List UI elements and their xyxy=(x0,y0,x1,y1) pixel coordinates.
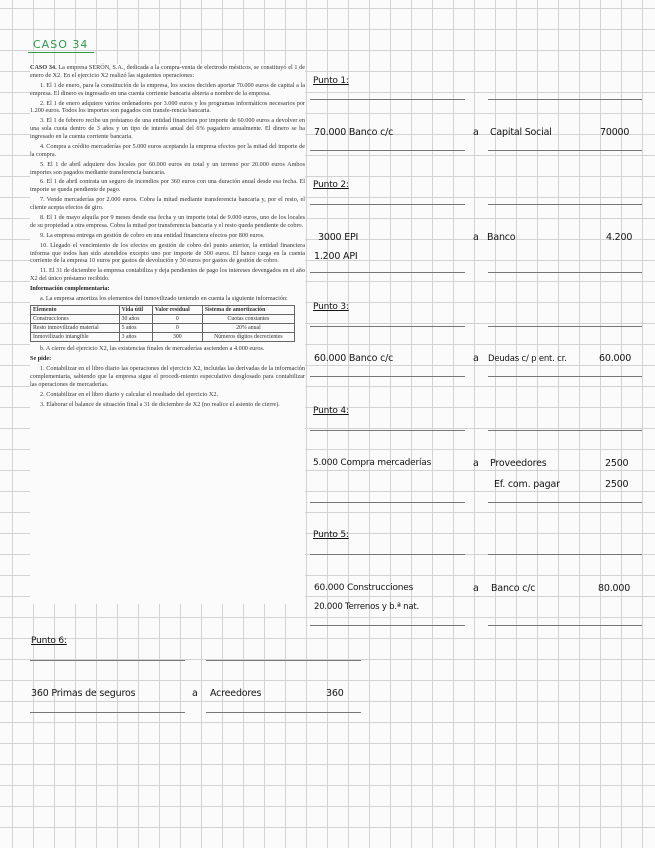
table-cell: 0 xyxy=(152,315,202,324)
entry-3-credit: Deudas c/ p ent. cr. xyxy=(488,354,567,364)
entry-4-credit-1: Proveedores xyxy=(490,458,547,469)
problem-intro-label: CASO 34. xyxy=(30,64,57,71)
entry-6-rule-right xyxy=(206,660,361,661)
entry-2-heading: Punto 2: xyxy=(313,180,349,190)
entry-1-rule-left xyxy=(310,99,465,100)
entry-2-rule-right xyxy=(488,204,642,205)
entry-4-amount-2: 2500 xyxy=(605,479,629,490)
table-header: Elemento xyxy=(31,306,120,315)
table-row xyxy=(31,315,295,324)
entry-4-rule-right-2 xyxy=(488,502,642,503)
entry-5-credit: Banco c/c xyxy=(491,583,536,594)
entry-5-debit-1: 60.000 Construcciones xyxy=(314,583,414,593)
table-cell: Inmovilizado intangible xyxy=(31,333,120,342)
table-header: Vida útil xyxy=(119,306,152,315)
entry-6-amount: 360 xyxy=(326,688,344,699)
table-cell: 0 xyxy=(152,324,202,333)
entry-6-rule-left-2 xyxy=(30,712,185,713)
operation-7: 7. Vende mercaderías por 2.000 euros. Cobra la mitad mediante transferencia bancaria y, por el resto, el cliente acepta efectos de giro. xyxy=(30,196,305,212)
table-header: Valor residual xyxy=(152,306,202,315)
entry-1-heading: Punto 1: xyxy=(313,76,349,86)
operation-5: 5. El 1 de abril adquiere dos locales por 60.000 euros en total y un terreno por 20.000 euros Ambos importes son pagados mediante transferencia bancaria. xyxy=(30,160,305,176)
entry-3-rule-left-2 xyxy=(310,376,465,377)
entry-6-debit: 360 Primas de seguros xyxy=(31,688,136,699)
ask-1: 1. Contabilizar en el libro diario las operaciones del ejercicio X2, incluidas las derivadas de la información complementaria, sabiendo que la empresa sigue el procedi-miento especulativo desglosado para contabilizar las operaciones de mercaderías. xyxy=(30,365,305,388)
ask-3: 3. Elaborar el balance de situación final a 31 de diciembre de X2 (no realice el asiento de cierre). xyxy=(40,400,280,408)
case-title: CASO 34 xyxy=(33,38,89,51)
table-cell: Cuotas constantes xyxy=(202,315,294,324)
entry-2-a: a xyxy=(473,232,479,243)
entry-5-amount: 80.000 xyxy=(598,583,631,594)
operation-8: 8. El 1 de mayo alquila por 9 meses desde esa fecha y un importe total de 9.000 euros, uno de los locales de su propiedad a otra empresa. Cobra la mitad por transferencia bancaria y el resto queda pendiente de cobro. xyxy=(30,214,305,229)
entry-6-heading: Punto 6: xyxy=(31,636,67,646)
entry-5-rule-left xyxy=(310,554,465,555)
problem-statement xyxy=(30,64,305,604)
entry-6-credit: Acreedores xyxy=(210,688,262,699)
operation-3: 3. El 1 de febrero recibe un préstamo de una entidad financiera por importe de 60.000 euros a devolver en una sola cuota dentro de 3 años y un tipo de interés anual del 6% pagadero anualmente. El dinero se ha ingresado en la cuenta corriente bancaria. xyxy=(30,117,305,140)
entry-3-heading: Punto 3: xyxy=(313,302,349,312)
entry-2-amount: 4.200 xyxy=(606,232,633,243)
entry-3-rule-right-2 xyxy=(488,376,642,377)
entry-5-rule-right-2 xyxy=(488,625,642,626)
entry-4-amount-1: 2500 xyxy=(605,458,629,469)
operation-2: 2. El 1 de enero adquiere varios ordenadores por 3.000 euros y los programas informáticos necesarios por 1.200 euros. Todos los importes son pagados con transfe-rencia bancaria. xyxy=(30,99,305,115)
entry-2-credit: Banco xyxy=(487,232,516,243)
entry-6-rule-right-2 xyxy=(206,712,361,713)
table-row xyxy=(31,324,295,333)
entry-3-amount: 60.000 xyxy=(599,353,632,364)
entry-5-debit-2: 20.000 Terrenos y b.ª nat. xyxy=(314,602,419,612)
complementary-a: a. La empresa amortiza los elementos del inmovilizado teniendo en cuenta la siguiente información: xyxy=(40,295,288,303)
entry-1-rule-left-2 xyxy=(310,150,465,151)
problem-intro-text: La empresa SERÓN, S.A., dedicada a la compra-venta de electrodo mésticos, se constituyó el 1 de enero de X2. En el ejercicio X2 realizó las siguientes operaciones: xyxy=(30,64,306,79)
entry-1-debit: 70.000 Banco c/c xyxy=(314,127,394,138)
entry-5-heading: Punto 5: xyxy=(313,530,349,540)
entry-2-debit-2: 1.200 API xyxy=(314,251,358,262)
entry-4-a: a xyxy=(473,458,479,469)
case-title-underline xyxy=(28,52,94,53)
operation-6: 6. El 1 de abril contrata un seguro de incendios por 360 euros con una duración anual desde esa fecha. El importe se queda pendiente de pago. xyxy=(30,178,305,194)
operation-10: 10. Llegado el vencimiento de los efectos en gestión de cobro del punto anterior, la entidad financiera informa que todos han sido atendidos excepto uno por importe de 300 euros. El banco carga en la cuenta corriente de la empresa 10 euros por gastos de devolución y 30 euros por gastos de gestión de cobro. xyxy=(30,241,305,265)
entry-5-rule-left-2 xyxy=(310,625,465,626)
table-cell: 5 años xyxy=(119,324,152,333)
operation-9: 9. La empresa entrega en gestión de cobro en una entidad financiera efectos por 800 euros. xyxy=(40,231,265,239)
table-cell: Resto inmovilizado material xyxy=(31,324,120,333)
entry-1-amount: 70000 xyxy=(600,127,630,138)
entry-5-a: a xyxy=(473,583,479,594)
entry-5-rule-right xyxy=(488,554,642,555)
table-header: Sistema de amortización xyxy=(202,306,294,315)
table-cell: Construcciones xyxy=(31,315,120,324)
entry-1-rule-right-2 xyxy=(488,150,642,151)
entry-4-credit-2: Ef. com. pagar xyxy=(494,479,560,490)
entry-4-debit: 5.000 Compra mercaderías xyxy=(313,458,432,468)
entry-3-rule-right xyxy=(488,326,642,327)
entry-2-debit-1: 3000 EPI xyxy=(318,232,359,243)
entry-4-rule-right xyxy=(488,430,642,431)
entry-2-rule-left xyxy=(310,204,465,205)
entry-1-rule-right xyxy=(488,99,642,100)
entry-6-rule-left xyxy=(30,660,185,661)
entry-1-credit: Capital Social xyxy=(490,127,552,138)
table-cell: 3 años xyxy=(119,333,152,342)
operation-1: 1. El 1 de enero, para la constitución de la empresa, los socios deciden aportar 70.000 euros de capital a la empresa. El dinero es ingresado en una cuenta corriente bancaria abierta a nombre de la empresa. xyxy=(30,81,305,97)
entry-4-rule-left xyxy=(310,430,465,431)
entry-3-rule-left xyxy=(310,326,465,327)
table-cell: Números dígitos decrecientes xyxy=(202,333,294,342)
operation-4: 4. Compra a crédito mercaderías por 5.000 euros aceptando la empresa efectos por la mitad del importe de la compra. xyxy=(30,142,305,158)
table-cell: 30 años xyxy=(119,315,152,324)
table-row xyxy=(31,333,295,342)
complementary-b: b. A cierre del ejercicio X2, las existencias finales de mercaderías ascienden a 4.000 euros. xyxy=(40,345,265,353)
entry-3-a: a xyxy=(473,353,479,364)
table-cell: 20% anual xyxy=(202,324,294,333)
entry-6-a: a xyxy=(192,688,198,699)
entry-4-heading: Punto 4: xyxy=(313,406,349,416)
problem-intro xyxy=(30,64,305,80)
entry-2-rule-left-2 xyxy=(310,272,465,273)
asks-title: Se pide: xyxy=(30,355,52,363)
entry-4-rule-left-2 xyxy=(310,502,465,503)
entry-2-rule-right-2 xyxy=(488,272,642,273)
entry-3-debit: 60.000 Banco c/c xyxy=(314,353,394,364)
operation-11: 11. El 31 de diciembre la empresa contabiliza y deja pendientes de pago los intereses devengados en el año X2 del único préstamo recibido. xyxy=(30,267,305,283)
table-cell: 300 xyxy=(152,333,202,342)
amortization-table xyxy=(30,305,295,342)
entry-1-a: a xyxy=(473,127,479,138)
table-header-row xyxy=(31,306,295,315)
ask-2: 2. Contabilizar en el libro diario y calcular el resultado del ejercicio X2. xyxy=(40,390,218,398)
complementary-title: Información complementaria: xyxy=(30,285,110,293)
